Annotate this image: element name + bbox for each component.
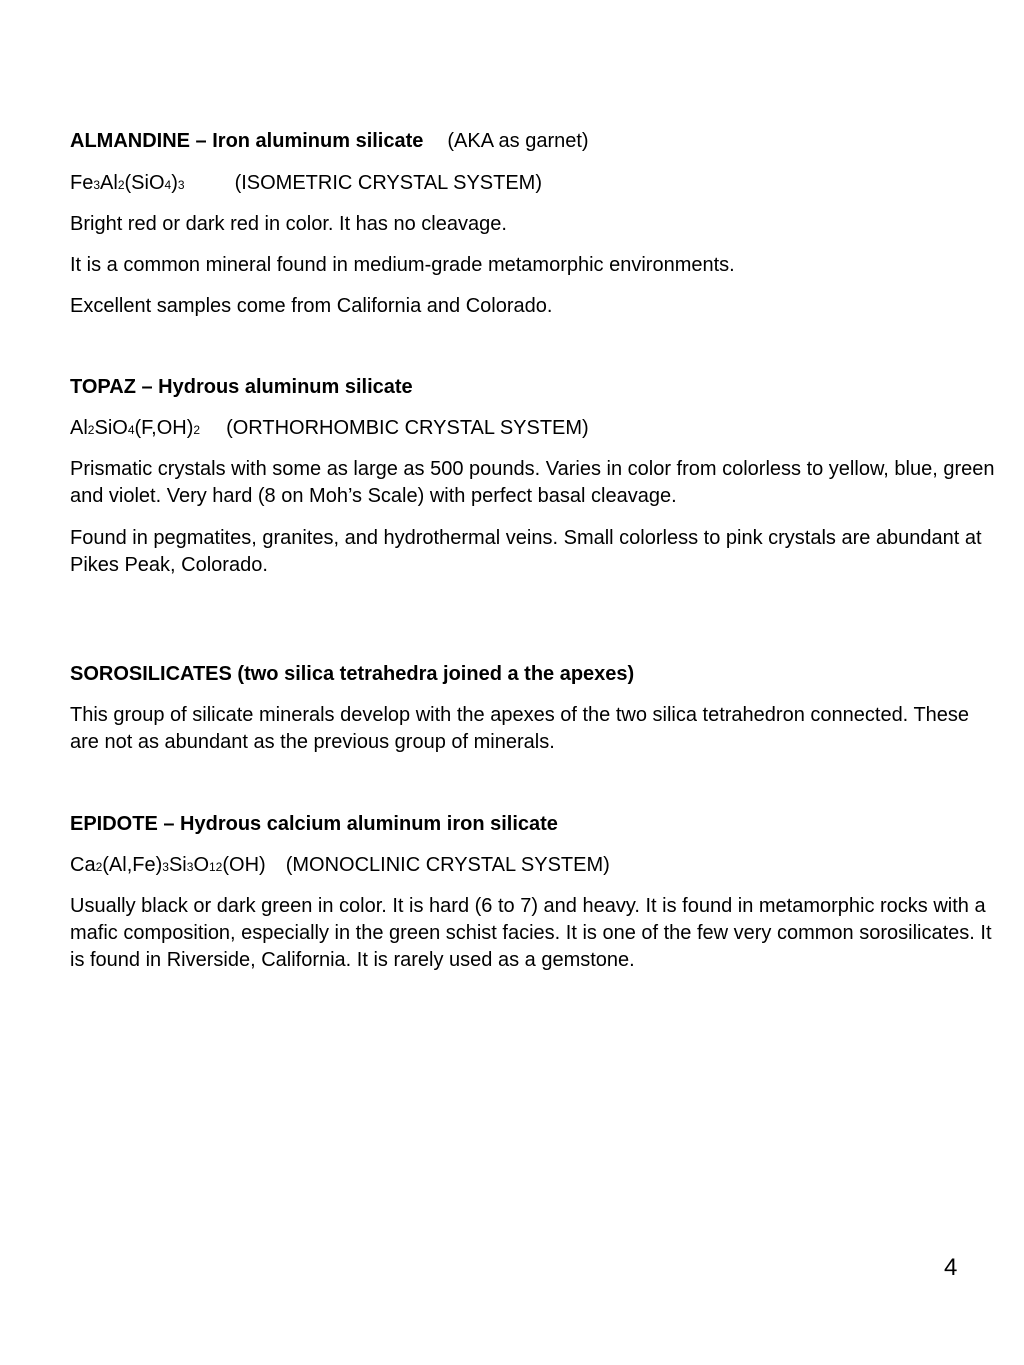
epidote-title: EPIDOTE – Hydrous calcium aluminum iron silicate — [70, 813, 558, 835]
page-number: 4 — [944, 1254, 958, 1281]
almandine-title: ALMANDINE – Iron aluminum silicate — [70, 130, 424, 152]
epidote-formula: Ca2(Al,Fe)3Si3O12(OH) — [70, 854, 266, 876]
topaz-description: Prismatic crystals with some as large as 500 pounds. Varies in color from colorless to yellow, blue, green and violet. Very hard (8 on Moh’s Scale) with perfect basal cleavage. — [70, 458, 995, 507]
almandine-formula: Fe3Al2(SiO4)3 — [70, 172, 185, 194]
almandine-aka: (AKA as garnet) — [447, 130, 589, 152]
almandine-color-text: Bright red or dark red in color. It has no cleavage. — [70, 213, 507, 235]
topaz-formula-line — [70, 415, 589, 444]
sorosilicates-description: This group of silicate minerals develop with the apexes of the two silica tetrahedron connected. These are not as abundant as the previous group of minerals. — [70, 704, 970, 753]
almandine-locality-text: Excellent samples come from California and Colorado. — [70, 295, 553, 317]
almandine-crystal-system: (ISOMETRIC CRYSTAL SYSTEM) — [234, 172, 543, 194]
topaz-formula: Al2SiO4(F,OH)2 — [70, 417, 201, 439]
almandine-occurrence-text: It is a common mineral found in medium-grade metamorphic environments. — [70, 254, 735, 276]
sorosilicates-title: SOROSILICATES (two silica tetrahedra joined a the apexes) — [70, 663, 635, 685]
topaz-occurrence: Found in pegmatites, granites, and hydrothermal veins. Small colorless to pink crystals are abundant at Pikes Peak, Colorado. — [70, 527, 982, 576]
topaz-crystal-system: (ORTHORHOMBIC CRYSTAL SYSTEM) — [226, 417, 589, 439]
topaz-title: TOPAZ – Hydrous aluminum silicate — [70, 376, 413, 398]
almandine-formula-line — [70, 170, 542, 199]
epidote-formula-line — [70, 852, 610, 881]
epidote-crystal-system: (MONOCLINIC CRYSTAL SYSTEM) — [285, 854, 610, 876]
epidote-description: Usually black or dark green in color. It is hard (6 to 7) and heavy. It is found in metamorphic rocks with a mafic composition, especially in the green schist facies. It is one of the few very common sorosilicates. It is found in Riverside, California. It is rarely used as a gemstone. — [70, 895, 992, 971]
almandine-heading — [70, 128, 589, 155]
